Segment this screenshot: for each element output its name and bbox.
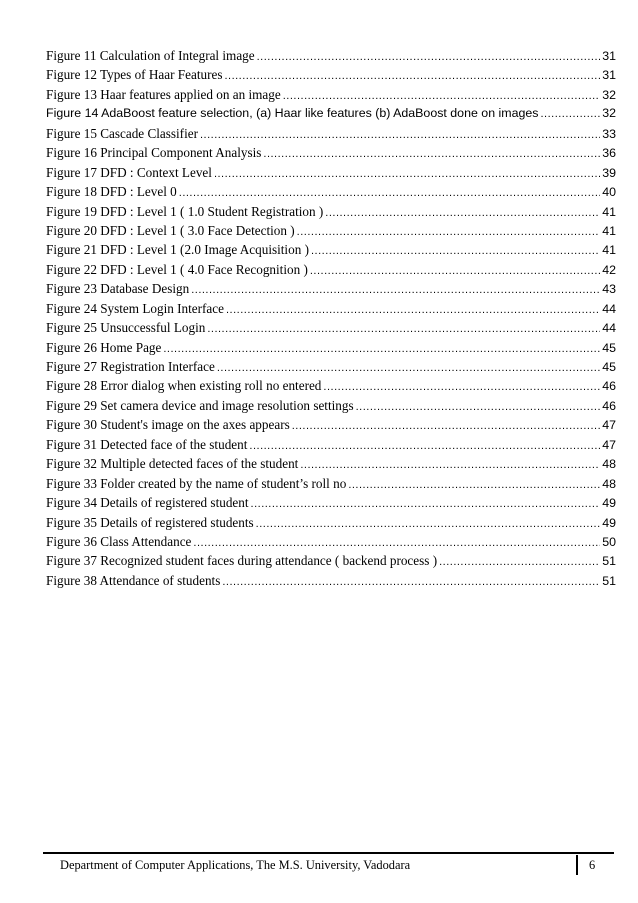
toc-entry-label: Figure 23 Database Design <box>46 281 190 297</box>
toc-entry[interactable] <box>46 143 616 162</box>
toc-entry-label: Figure 34 Details of registered student <box>46 495 249 511</box>
toc-entry-page: 45 <box>602 340 616 355</box>
toc-entry-label: Figure 28 Error dialog when existing roll no entered <box>46 378 322 394</box>
toc-entry[interactable] <box>46 571 616 590</box>
toc-leader-dots <box>214 165 600 184</box>
toc-entry[interactable] <box>46 415 616 434</box>
toc-entry[interactable] <box>46 240 616 259</box>
toc-entry-page: 46 <box>602 398 616 413</box>
toc-entry-label: Figure 25 Unsuccessful Login <box>46 320 206 336</box>
footer-separator <box>576 855 578 875</box>
toc-leader-dots <box>292 417 600 436</box>
toc-leader-dots <box>207 320 600 339</box>
toc-entry-label: Figure 13 Haar features applied on an image <box>46 86 281 102</box>
toc-entry-label: Figure 17 DFD : Context Level <box>46 164 212 180</box>
toc-leader-dots <box>311 242 600 261</box>
toc-entry-page: 48 <box>602 457 616 472</box>
toc-entry-label: Figure 21 DFD : Level 1 (2.0 Image Acquisition ) <box>46 242 309 258</box>
toc-entry[interactable] <box>46 85 616 104</box>
toc-entry[interactable] <box>46 202 616 221</box>
toc-entry-page: 49 <box>602 515 616 530</box>
toc-entry-page: 36 <box>602 146 616 161</box>
toc-entry[interactable] <box>46 435 616 454</box>
toc-entry-page: 41 <box>602 243 616 258</box>
toc-entry-label: Figure 32 Multiple detected faces of the student <box>46 456 299 472</box>
toc-entry-page: 33 <box>602 126 616 141</box>
toc-entry-page: 43 <box>602 282 616 297</box>
toc-entry-page: 41 <box>602 204 616 219</box>
toc-entry-label: Figure 22 DFD : Level 1 ( 4.0 Face Recognition ) <box>46 261 308 277</box>
toc-entry-label: Figure 14 AdaBoost feature selection, (a) Haar like features (b) AdaBoost done on images <box>46 106 539 121</box>
toc-entry-label: Figure 12 Types of Haar Features <box>46 67 223 83</box>
toc-leader-dots <box>224 67 600 86</box>
toc-entry-page: 45 <box>602 360 616 374</box>
toc-entry-label: Figure 19 DFD : Level 1 ( 1.0 Student Registration ) <box>46 203 324 219</box>
footer-rule <box>43 852 614 854</box>
toc-entry-label: Figure 16 Principal Component Analysis <box>46 145 262 161</box>
toc-entry[interactable] <box>46 338 616 357</box>
toc-entry-page: 44 <box>602 321 616 336</box>
toc-entry-label: Figure 35 Details of registered students <box>46 514 254 530</box>
toc-entry[interactable] <box>46 279 616 298</box>
toc-leader-dots <box>226 301 600 320</box>
toc-entry-page: 51 <box>602 573 616 588</box>
footer-page-number: 6 <box>589 858 596 872</box>
toc-leader-dots <box>297 223 601 242</box>
page-footer <box>43 852 614 878</box>
toc-entry[interactable] <box>46 182 616 201</box>
toc-entry-page: 39 <box>602 165 616 180</box>
toc-entry-label: Figure 11 Calculation of Integral image <box>46 48 255 63</box>
toc-entry[interactable] <box>46 65 616 84</box>
toc-entry-label: Figure 29 Set camera device and image resolution settings <box>46 397 354 413</box>
toc-entry[interactable] <box>46 260 616 279</box>
toc-entry-label: Figure 24 System Login Interface <box>46 300 224 316</box>
toc-entry-label: Figure 31 Detected face of the student <box>46 436 248 452</box>
toc-leader-dots <box>249 437 600 456</box>
toc-entry[interactable] <box>46 493 616 512</box>
toc-entry-label: Figure 33 Folder created by the name of student’s roll no <box>46 475 347 491</box>
toc-leader-dots <box>256 515 601 534</box>
toc-leader-dots <box>310 262 600 281</box>
toc-entry[interactable] <box>46 357 616 376</box>
toc-entry[interactable] <box>46 551 616 570</box>
toc-entry-page: 46 <box>602 379 616 394</box>
toc-leader-dots <box>325 204 600 223</box>
toc-entry-page: 32 <box>602 87 616 102</box>
toc-leader-dots <box>251 495 601 514</box>
toc-entry-label: Figure 36 Class Attendance <box>46 533 192 549</box>
toc-entry-page: 32 <box>602 106 616 121</box>
toc-entry-label: Figure 18 DFD : Level 0 <box>46 184 177 200</box>
toc-entry[interactable] <box>46 124 616 143</box>
toc-leader-dots <box>356 398 601 417</box>
toc-entry-label: Figure 37 Recognized student faces during attendance ( backend process ) <box>46 553 438 569</box>
toc-entry[interactable] <box>46 513 616 532</box>
toc-entry[interactable] <box>46 299 616 318</box>
toc-entry-label: Figure 20 DFD : Level 1 ( 3.0 Face Detection ) <box>46 222 295 238</box>
toc-entry-page: 47 <box>602 418 616 433</box>
toc-leader-dots <box>257 48 601 67</box>
toc-entry-page: 49 <box>602 496 616 511</box>
toc-entry-page: 50 <box>602 534 616 549</box>
toc-leader-dots <box>540 105 600 124</box>
toc-leader-dots <box>263 145 600 164</box>
toc-leader-dots <box>222 573 600 592</box>
toc-entry-page: 41 <box>602 223 616 238</box>
toc-entry-label: Figure 38 Attendance of students <box>46 572 221 588</box>
toc-entry[interactable] <box>46 221 616 240</box>
toc-leader-dots <box>191 281 600 300</box>
toc-leader-dots <box>439 553 600 572</box>
toc-entry-label: Figure 30 Student's image on the axes appears <box>46 417 290 433</box>
toc-entry-page: 51 <box>602 554 616 569</box>
toc-entry-page: 47 <box>602 437 616 452</box>
toc-entry[interactable] <box>46 396 616 415</box>
toc-entry[interactable] <box>46 454 616 473</box>
toc-entry[interactable] <box>46 474 616 493</box>
toc-entry[interactable] <box>46 532 616 551</box>
toc-entry[interactable] <box>46 163 616 182</box>
toc-leader-dots <box>323 378 600 397</box>
toc-entry-page: 44 <box>602 301 616 316</box>
toc-entry[interactable] <box>46 318 616 337</box>
toc-entry-page: 48 <box>602 476 616 491</box>
toc-leader-dots <box>163 340 600 359</box>
toc-entry-label: Figure 26 Home Page <box>46 339 162 355</box>
toc-entry[interactable] <box>46 376 616 395</box>
toc-entry-label: Figure 15 Cascade Classifier <box>46 125 198 141</box>
toc-entry-page: 40 <box>602 185 616 200</box>
toc-entry-label: Figure 27 Registration Interface <box>46 359 215 374</box>
toc-entry-page: 31 <box>602 68 616 83</box>
toc-entry[interactable] <box>46 104 616 123</box>
footer-department: Department of Computer Applications, The M.S. University, Vadodara <box>60 858 411 872</box>
toc-leader-dots <box>348 476 600 495</box>
toc-entry-page: 42 <box>602 262 616 277</box>
table-of-figures <box>46 46 616 590</box>
toc-entry-page: 31 <box>602 49 616 63</box>
toc-entry[interactable] <box>46 46 616 65</box>
